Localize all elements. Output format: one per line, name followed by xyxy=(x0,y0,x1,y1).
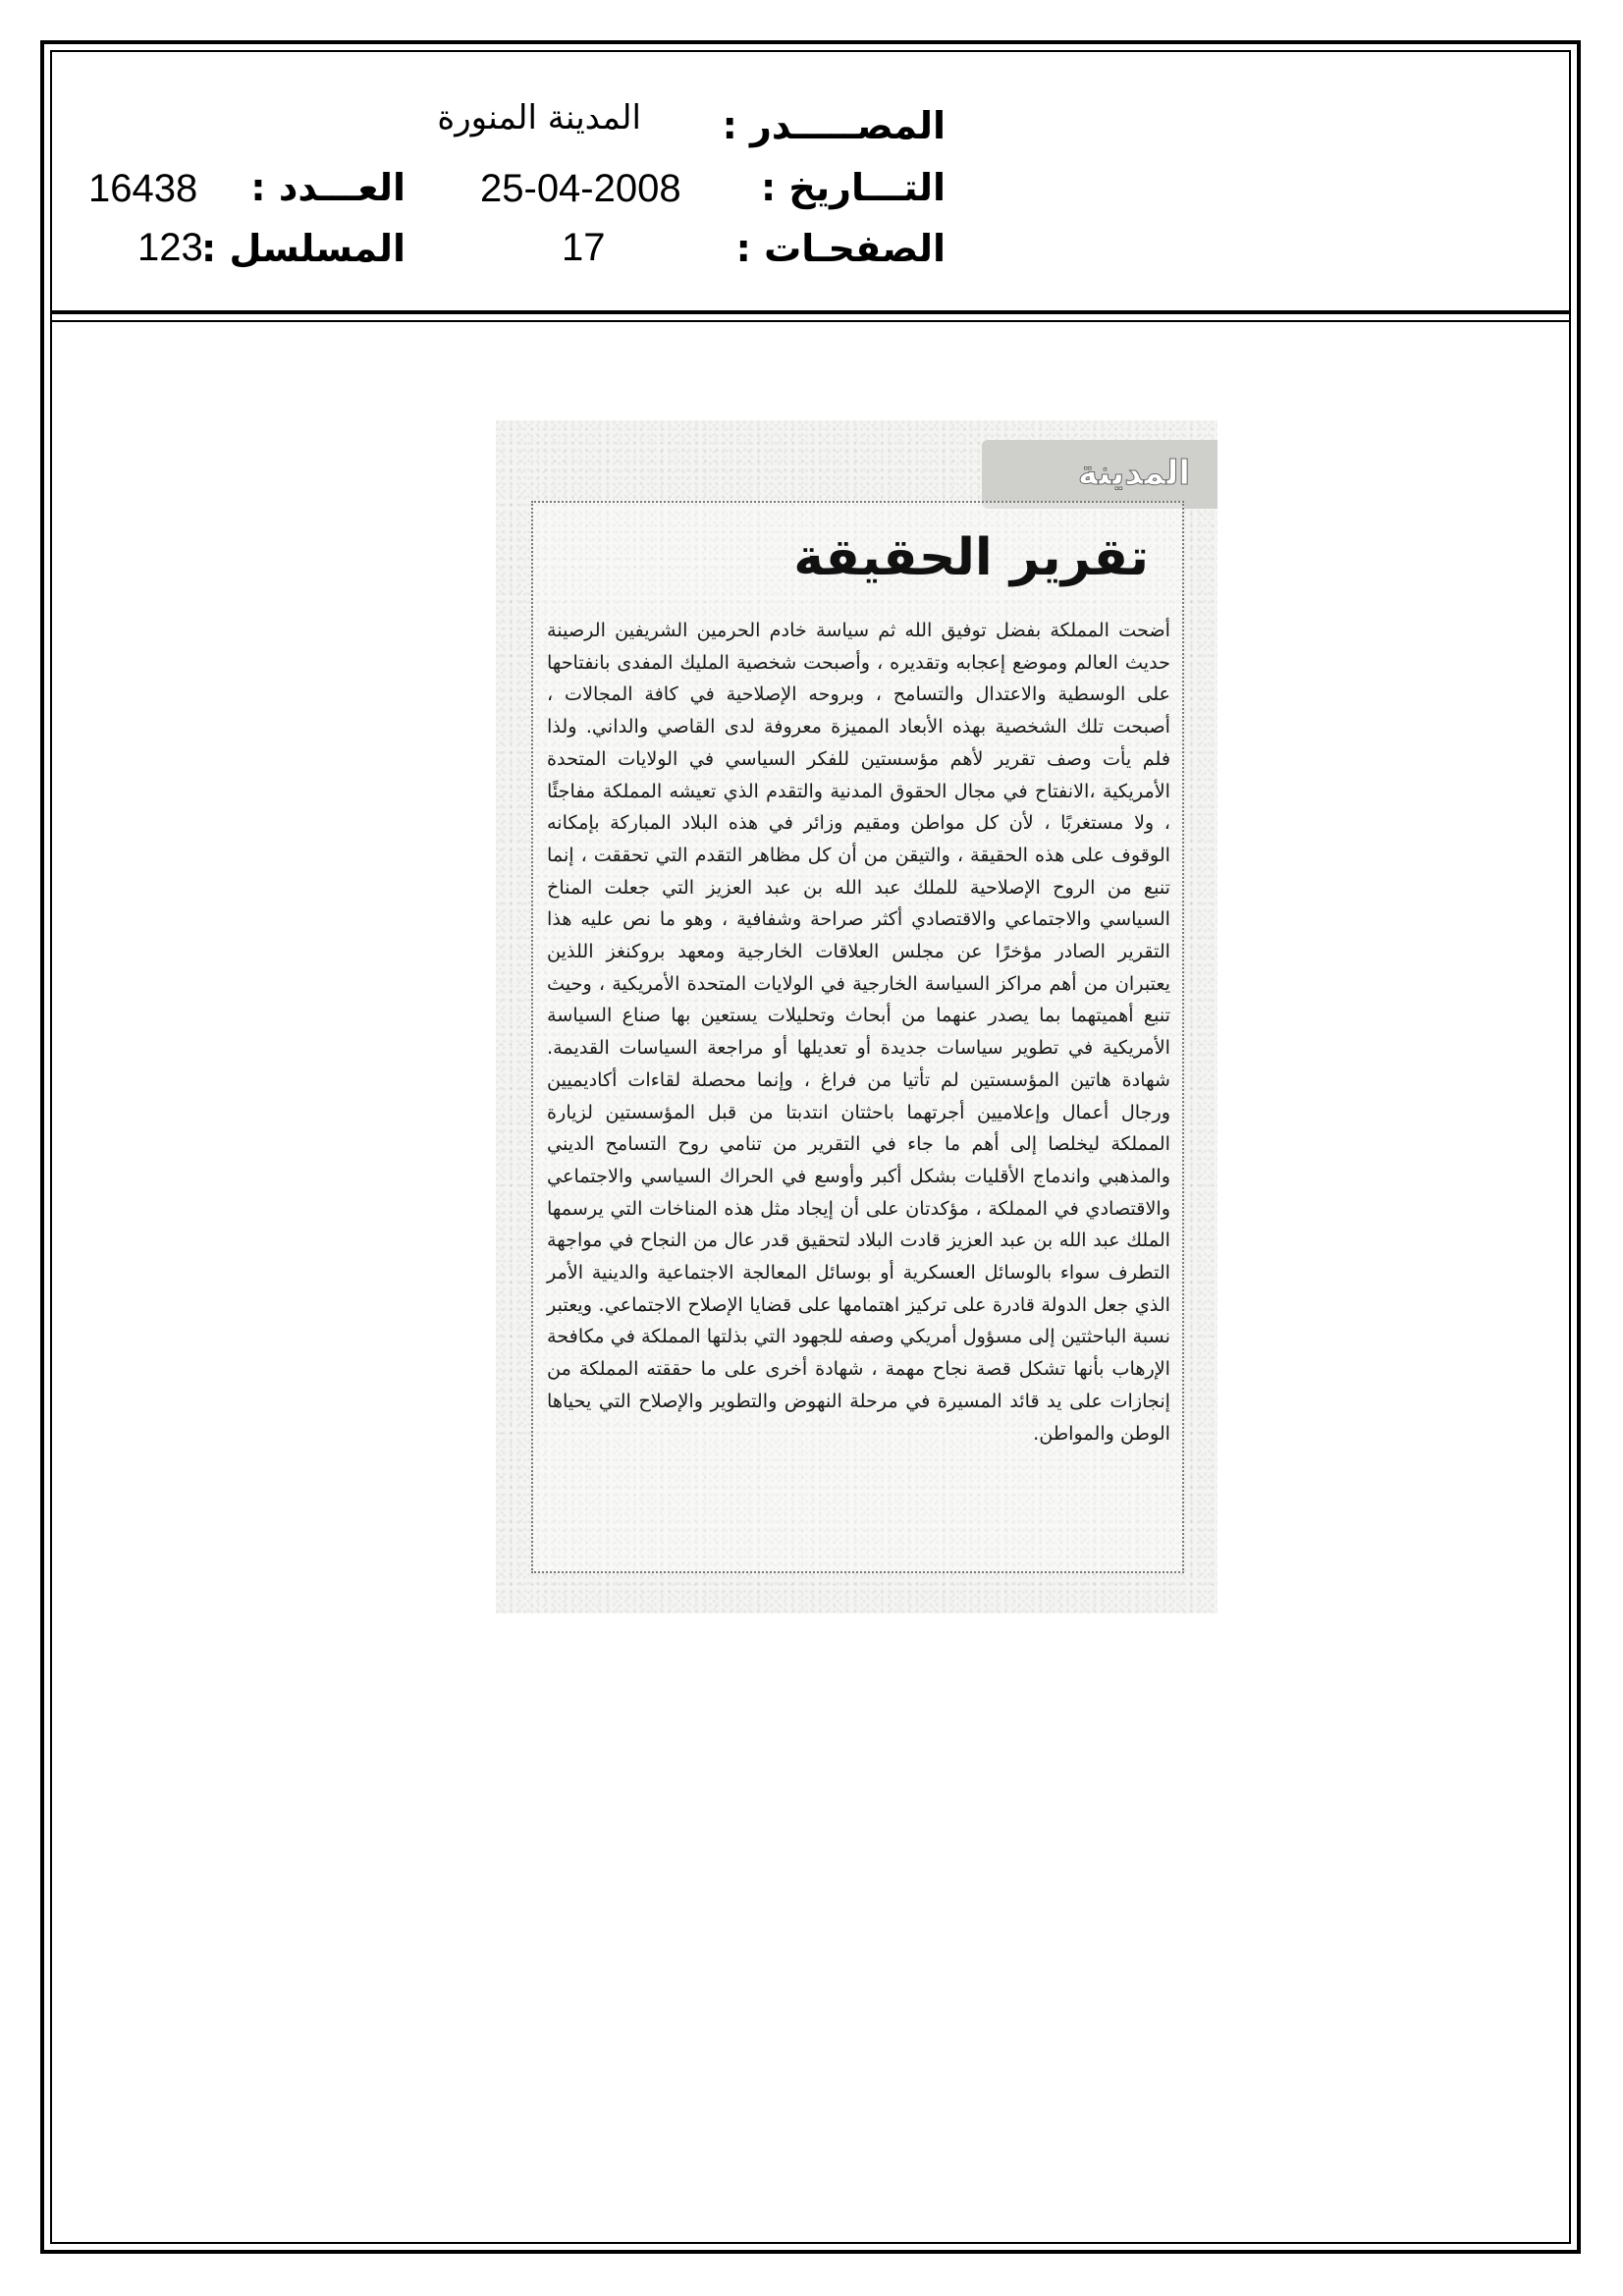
clipping-banner xyxy=(982,440,1217,509)
serial-value: 123 xyxy=(137,226,203,269)
issue-value: 16438 xyxy=(88,167,198,210)
clipping-banner-logo: المدينة xyxy=(1077,454,1190,493)
article-title: تقرير الحقيقة xyxy=(793,528,1149,587)
pages-label: الصفحـات : xyxy=(735,227,946,270)
source-label: المصـــــدر : xyxy=(722,104,946,147)
serial-label: المسلسل : xyxy=(201,227,406,270)
newspaper-clipping xyxy=(496,420,1217,1613)
pages-value: 17 xyxy=(562,226,606,269)
header-divider-thin xyxy=(50,320,1571,322)
article-body: أضحت المملكة بفضل توفيق الله ثم سياسة خادم الحرمين الشريفين الرصينة حديث العالم وموضع إعجابه وتقديره ، وأصبحت شخصية المليك المفدى بانفتاحها على الوسطية والاعتدال والتسامح ، وبروحه الإصلاحية في كافة المجالات ، أصبحت تلك الشخصية بهذه الأبعاد المميزة معروفة لدى القاصي والداني. ولذا فلم يأت وصف تقرير لأهم مؤسستين للفكر السياسي في الولايات المتحدة الأمريكية ،الانفتاح في مجال الحقوق المدنية والتقدم الذي تعيشه المملكة مفاجئًا ، ولا مستغربًا ، لأن كل مواطن ومقيم وزائر في هذه البلاد المباركة بإمكانه الوقوف على هذه الحقيقة ، والتيقن من أن كل مظاهر التقدم التي تحققت ، إنما تنبع من الروح الإصلاحية للملك عبد الله بن عبد العزيز التي جعلت المناخ السياسي والاجتماعي والاقتصادي أكثر صراحة وشفافية ، وهو ما نص عليه هذا التقرير الصادر مؤخرًا عن مجلس العلاقات الخارجية ومعهد بروكنغز اللذين يعتبران من أهم مراكز السياسة الخارجية في الولايات المتحدة الأمريكية ، وحيث تنبع أهميتهما بما يصدر عنهما من أبحاث وتحليلات يستعين بها صناع السياسة الأمريكية في تطوير سياسات جديدة أو تعديلها أو مراجعة السياسات القديمة. شهادة هاتين المؤسستين لم تأتيا من فراغ ، وإنما محصلة لقاءات أكاديميين ورجال أعمال وإعلاميين أجرتهما باحثتان انتدبتا من قبل المؤسستين لزيارة المملكة ليخلصا إلى أهم ما جاء في التقرير من تنامي روح التسامح الديني والمذهبي واندماج الأقليات بشكل أكبر وأوسع في الحراك السياسي والاجتماعي والاقتصادي في المملكة ، مؤكدتان على أن إيجاد مثل هذه المناخات التي يرسمها الملك عبد الله بن عبد العزيز قادت البلاد لتحقيق قدر عال من النجاح في مواجهة التطرف سواء بالوسائل العسكرية أو بوسائل المعالجة الاجتماعية والدينية الأمر الذي جعل الدولة قادرة على تركيز اهتمامها على قضايا الإصلاح الاجتماعي. ويعتبر نسبة الباحثتين إلى مسؤول أمريكي وصفه للجهود التي بذلتها المملكة في مكافحة الإرهاب بأنها تشكل قصة نجاح مهمة ، شهادة أخرى على ما حققته المملكة من إنجازات على يد قائد المسيرة في مرحلة النهوض والتطوير والإصلاح التي يحياها الوطن والمواطن. xyxy=(547,619,1170,1445)
date-label: التـــاريخ : xyxy=(761,166,946,209)
header-divider-thick xyxy=(50,310,1571,314)
source-value: المدينة المنورة xyxy=(437,98,641,137)
date-value: 25-04-2008 xyxy=(480,167,681,210)
issue-label: العـــدد : xyxy=(250,166,406,209)
